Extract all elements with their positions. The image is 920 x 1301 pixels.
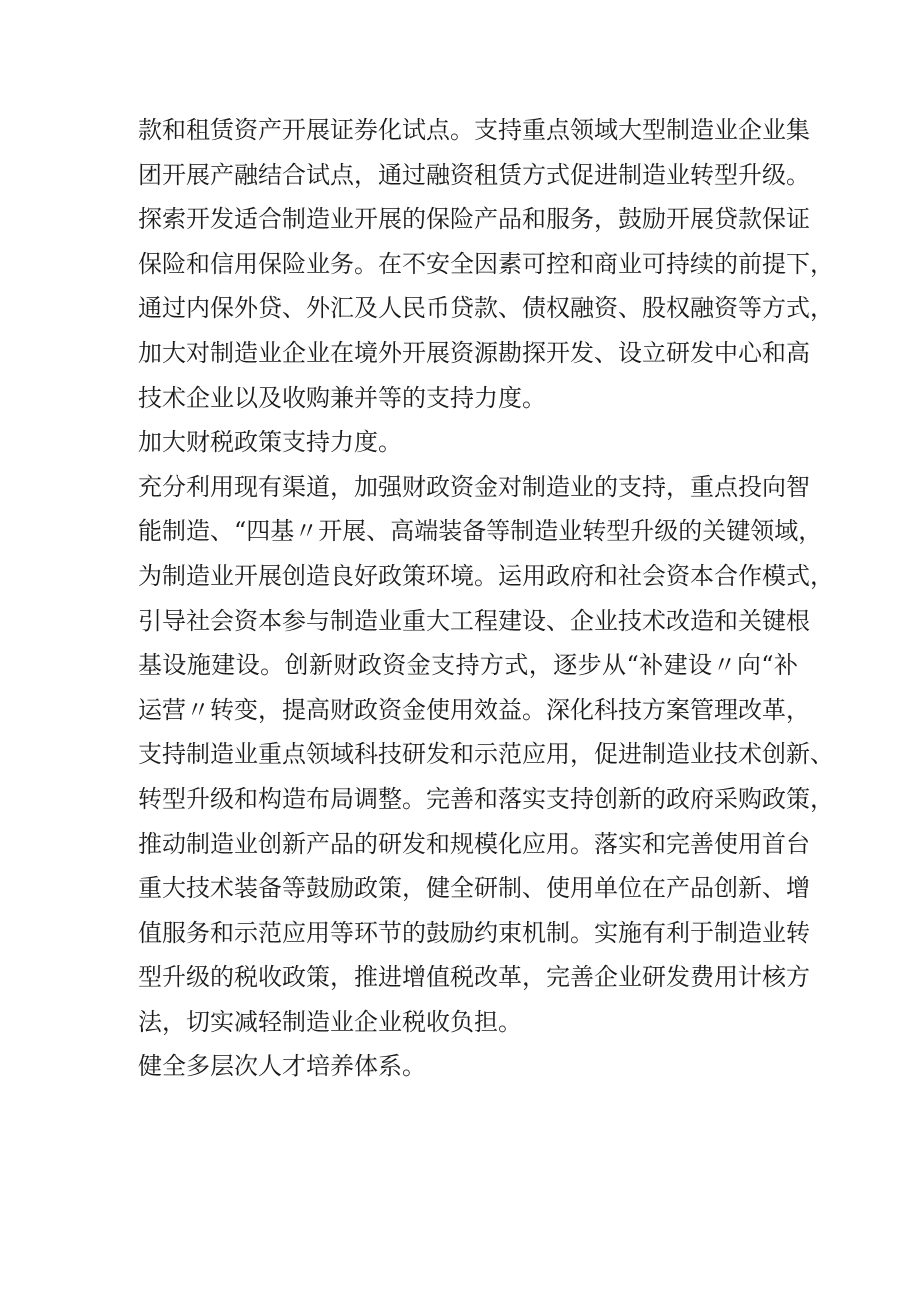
text-line: 推动制造业创新产品的研发和规模化应用。落实和完善使用首台 — [138, 829, 810, 858]
text-line: 重大技术装备等鼓励政策，健全研制、使用单位在产品创新、增 — [138, 874, 810, 903]
text-line: 加大对制造业企业在境外开展资源勘探开发、设立研发中心和高 — [138, 338, 810, 367]
text-line: 保险和信用保险业务。在不安全因素可控和商业可持续的前提下， — [138, 249, 834, 278]
text-line: 值服务和示范应用等环节的鼓励约束机制。实施有利于制造业转 — [138, 918, 810, 947]
text-line: 运营〃转变，提高财政资金使用效益。深化科技方案管理改革， — [138, 695, 810, 724]
text-line: 技术企业以及收购兼并等的支持力度。 — [138, 383, 546, 412]
text-line: 支持制造业重点领域科技研发和示范应用，促进制造业技术创新、 — [138, 740, 834, 769]
text-line: 款和租赁资产开展证券化试点。支持重点领域大型制造业企业集 — [138, 116, 810, 144]
text-line: 团开展产融结合试点，通过融资租赁方式促进制造业转型升级。 — [138, 160, 810, 189]
text-line: 探索开发适合制造业开展的保险产品和服务，鼓励开展贷款保证 — [138, 205, 810, 234]
text-line: 法，切实减轻制造业企业税收负担。 — [138, 1007, 522, 1036]
text-line: 转型升级和构造布局调整。完善和落实支持创新的政府采购政策， — [138, 784, 834, 813]
text-line: 能制造、“四基〃开展、高端装备等制造业转型升级的关键领域， — [138, 517, 823, 546]
body-text — [138, 108, 834, 1089]
section-heading: 健全多层次人才培养体系。 — [138, 1052, 426, 1081]
section-heading: 加大财税政策支持力度。 — [138, 428, 402, 457]
text-line: 通过内保外贷、外汇及人民币贷款、债权融资、股权融资等方式， — [138, 294, 834, 323]
text-line: 基设施建设。创新财政资金支持方式，逐步从“补建设〃向“补 — [138, 651, 798, 680]
text-line: 型升级的税收政策，推进增值税改革，完善企业研发费用计核方 — [138, 963, 810, 992]
text-line: 为制造业开展创造良好政策环境。运用政府和社会资本合作模式， — [138, 561, 834, 590]
text-line: 引导社会资本参与制造业重大工程建设、企业技术改造和关键根 — [138, 606, 810, 635]
text-line: 充分利用现有渠道，加强财政资金对制造业的支持，重点投向智 — [138, 472, 810, 501]
